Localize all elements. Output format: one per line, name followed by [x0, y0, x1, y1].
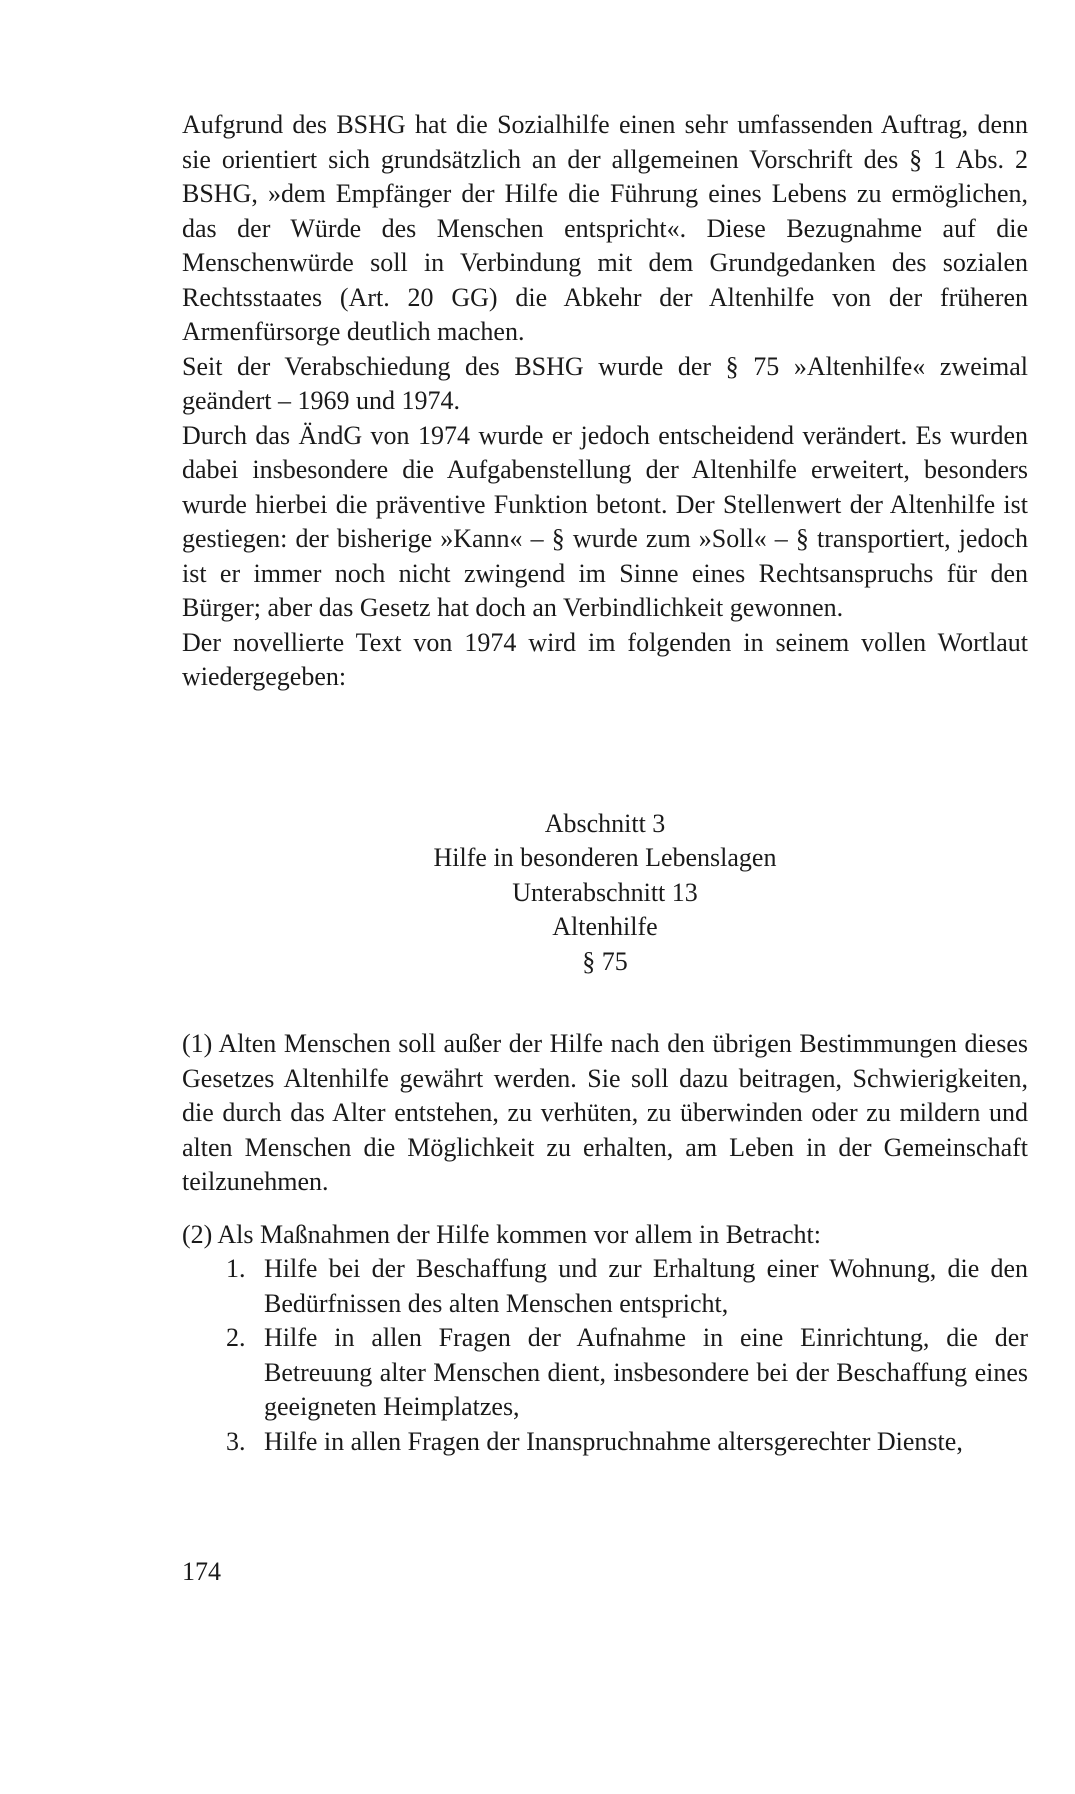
law-paragraph-2	[182, 1218, 1028, 1460]
list-item-number: 1.	[226, 1254, 246, 1283]
list-item-number: 3.	[226, 1426, 246, 1456]
subsection-label: Unterabschnitt 13	[512, 877, 698, 907]
measures-list	[182, 1252, 1028, 1459]
section-title: Hilfe in besonderen Lebenslagen	[433, 843, 777, 872]
list-item	[182, 1252, 1028, 1321]
list-item-text: Hilfe bei der Beschaffung und zur Erhaltung einer Wohnung, die den Bedürfnissen des alten Menschen entspricht,	[264, 1254, 1028, 1318]
list-item-text: Hilfe in allen Fragen der Inanspruchnahme altersgerechter Dienste,	[264, 1426, 963, 1456]
law-paragraph-2-intro: (2) Als Maßnahmen der Hilfe kommen vor allem in Betracht:	[182, 1219, 821, 1249]
law-heading	[182, 807, 1028, 980]
subsection-title: Altenhilfe	[552, 912, 658, 941]
section-label: Abschnitt 3	[544, 808, 666, 838]
list-item	[182, 1321, 1028, 1425]
law-paragraph-1: (1) Alten Menschen soll außer der Hilfe nach den übrigen Bestimmungen dieses Gesetzes Altenhilfe gewährt werden. Sie soll dazu beitragen, Schwierigkeiten, die durch das Alter entstehen, zu verhüten, zu überwinden oder zu mildern und alten Menschen die Möglichkeit zu erhalten, am Leben in der Gemeinschaft teilzunehmen.	[182, 1029, 1028, 1196]
list-item-text: Hilfe in allen Fragen der Aufnahme in eine Einrichtung, die der Betreuung alter Menschen dient, insbesondere bei der Beschaffung eines geeigneten Heimplatzes,	[264, 1323, 1028, 1421]
paragraph-sign: § 75	[582, 946, 628, 976]
intro-paragraph-3: Durch das ÄndG von 1974 wurde er jedoch entscheidend verändert. Es wurden dabei insbesondere die Aufgabenstellung der Altenhilfe erweitert, besonders wurde hierbei die präventive Funktion betont. Der Stellenwert der Altenhilfe ist gestiegen: der bisherige »Kann« – § wurde zum »Soll« – § transportiert, jedoch ist er immer noch nicht zwingend im Sinne eines Rechtsanspruchs für den Bürger; aber das Gesetz hat doch an Verbindlichkeit gewonnen.	[182, 420, 1028, 622]
intro-paragraph-2: Seit der Verabschiedung des BSHG wurde der § 75 »Altenhilfe« zweimal geändert – 1969 und 1974.	[182, 351, 1028, 415]
intro-paragraph-1: Aufgrund des BSHG hat die Sozialhilfe einen sehr umfassenden Auftrag, denn sie orientiert sich grundsätzlich an der allgemeinen Vorschrift des § 1 Abs. 2 BSHG, »dem Empfänger der Hilfe die Führung eines Lebens zu ermöglichen, das der Würde des Menschen entspricht«. Diese Bezugnahme auf die Menschenwürde soll in Verbindung mit dem Grundgedanken des sozialen Rechtsstaates (Art. 20 GG) die Abkehr der Altenhilfe von der früheren Armenfürsorge deutlich machen.	[182, 110, 1028, 346]
page-body	[182, 108, 1028, 1459]
list-item-number: 2.	[226, 1323, 246, 1352]
intro-paragraph-4: Der novellierte Text von 1974 wird im folgenden in seinem vollen Wortlaut wiedergegeben:	[182, 627, 1028, 691]
page-number: 174	[182, 1557, 221, 1586]
list-item	[182, 1425, 1028, 1460]
